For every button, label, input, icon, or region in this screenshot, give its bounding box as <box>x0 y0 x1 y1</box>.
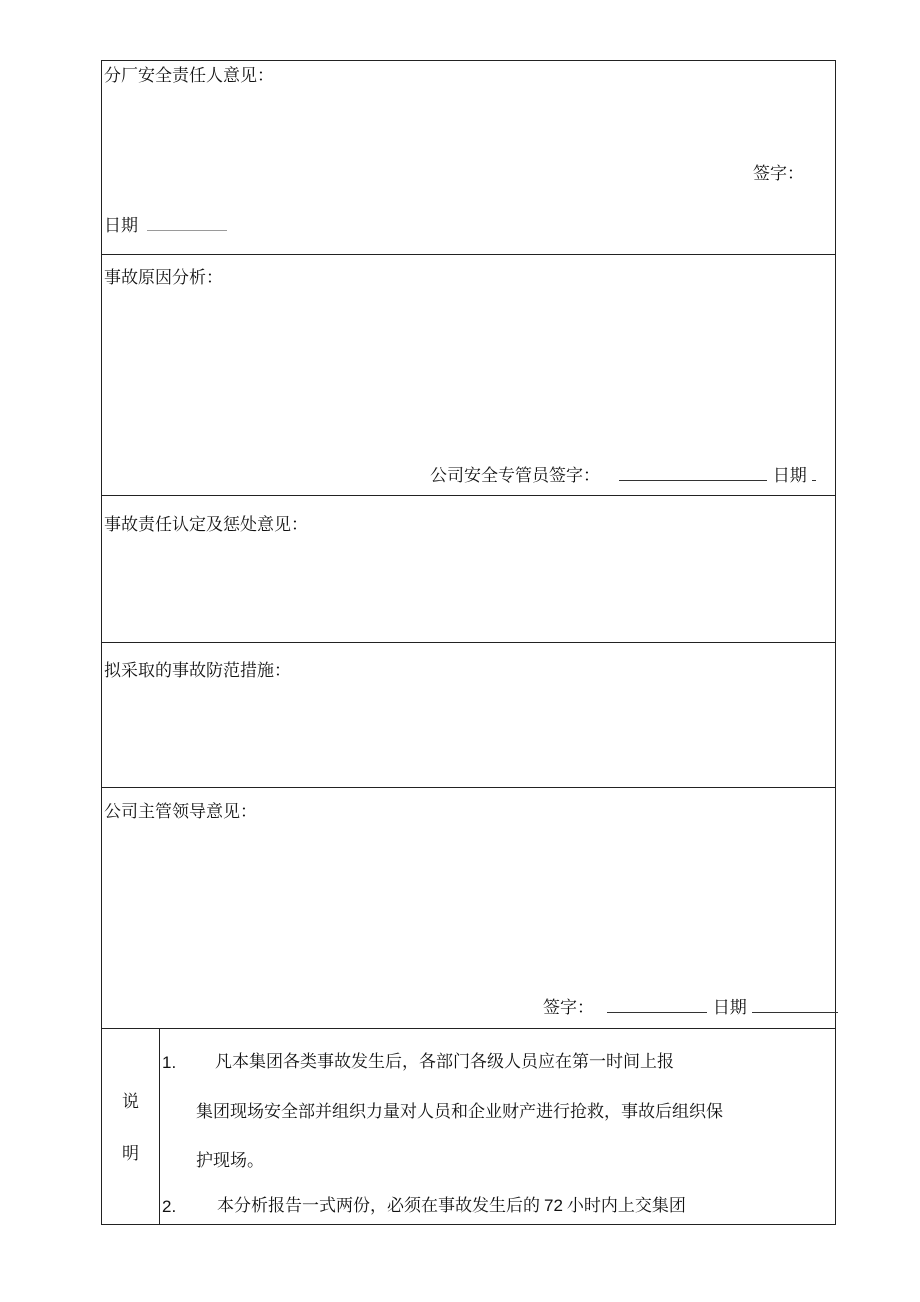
cause-date-field[interactable] <box>812 464 816 481</box>
note-1-line2: 集团现场安全部并组织力量对人员和企业财产进行抢救，事故后组织保 <box>196 1102 723 1122</box>
branch-signature-label: 签字： <box>753 164 804 184</box>
leader-signature-label: 签字： <box>543 998 594 1018</box>
leader-signature-field[interactable] <box>607 996 707 1013</box>
note-1-line3: 护现场。 <box>196 1151 264 1171</box>
note-2-hours: 72 <box>544 1196 563 1215</box>
row-divider <box>101 642 836 643</box>
notes-label-top: 说 <box>122 1092 139 1112</box>
leader-signature-row <box>543 996 838 1018</box>
note-2-text-pre: 本分析报告一式两份，必须在事故发生后的 <box>217 1196 540 1216</box>
note-1-number: 1. <box>162 1053 177 1072</box>
row-divider <box>101 787 836 788</box>
prevention-heading: 拟采取的事故防范措施： <box>104 661 291 681</box>
notes-column-divider <box>159 1028 160 1225</box>
row-divider <box>101 254 836 255</box>
note-2-line1 <box>217 1196 686 1216</box>
officer-signature-label: 公司安全专管员签字： <box>430 466 600 486</box>
branch-date-field[interactable] <box>147 214 227 231</box>
leader-date-label: 日期 <box>712 998 747 1018</box>
note-1-line1: 凡本集团各类事故发生后，各部门各级人员应在第一时间上报 <box>215 1052 674 1072</box>
officer-signature-field[interactable] <box>619 464 767 481</box>
officer-signature-row <box>430 464 816 486</box>
cause-analysis-heading: 事故原因分析： <box>104 268 223 288</box>
row-divider <box>101 1028 836 1029</box>
notes-label-bottom: 明 <box>122 1144 139 1164</box>
note-2-number: 2. <box>162 1197 177 1216</box>
leader-opinion-heading: 公司主管领导意见： <box>104 802 257 822</box>
row-divider <box>101 495 836 496</box>
leader-date-field[interactable] <box>752 996 838 1013</box>
branch-date-row <box>104 214 227 236</box>
responsibility-heading: 事故责任认定及惩处意见： <box>104 515 308 535</box>
cause-date-label: 日期 <box>772 466 807 486</box>
note-2-text-post: 小时内上交集团 <box>566 1196 686 1216</box>
branch-date-label: 日期 <box>104 216 138 236</box>
branch-opinion-heading: 分厂安全责任人意见： <box>104 66 274 86</box>
